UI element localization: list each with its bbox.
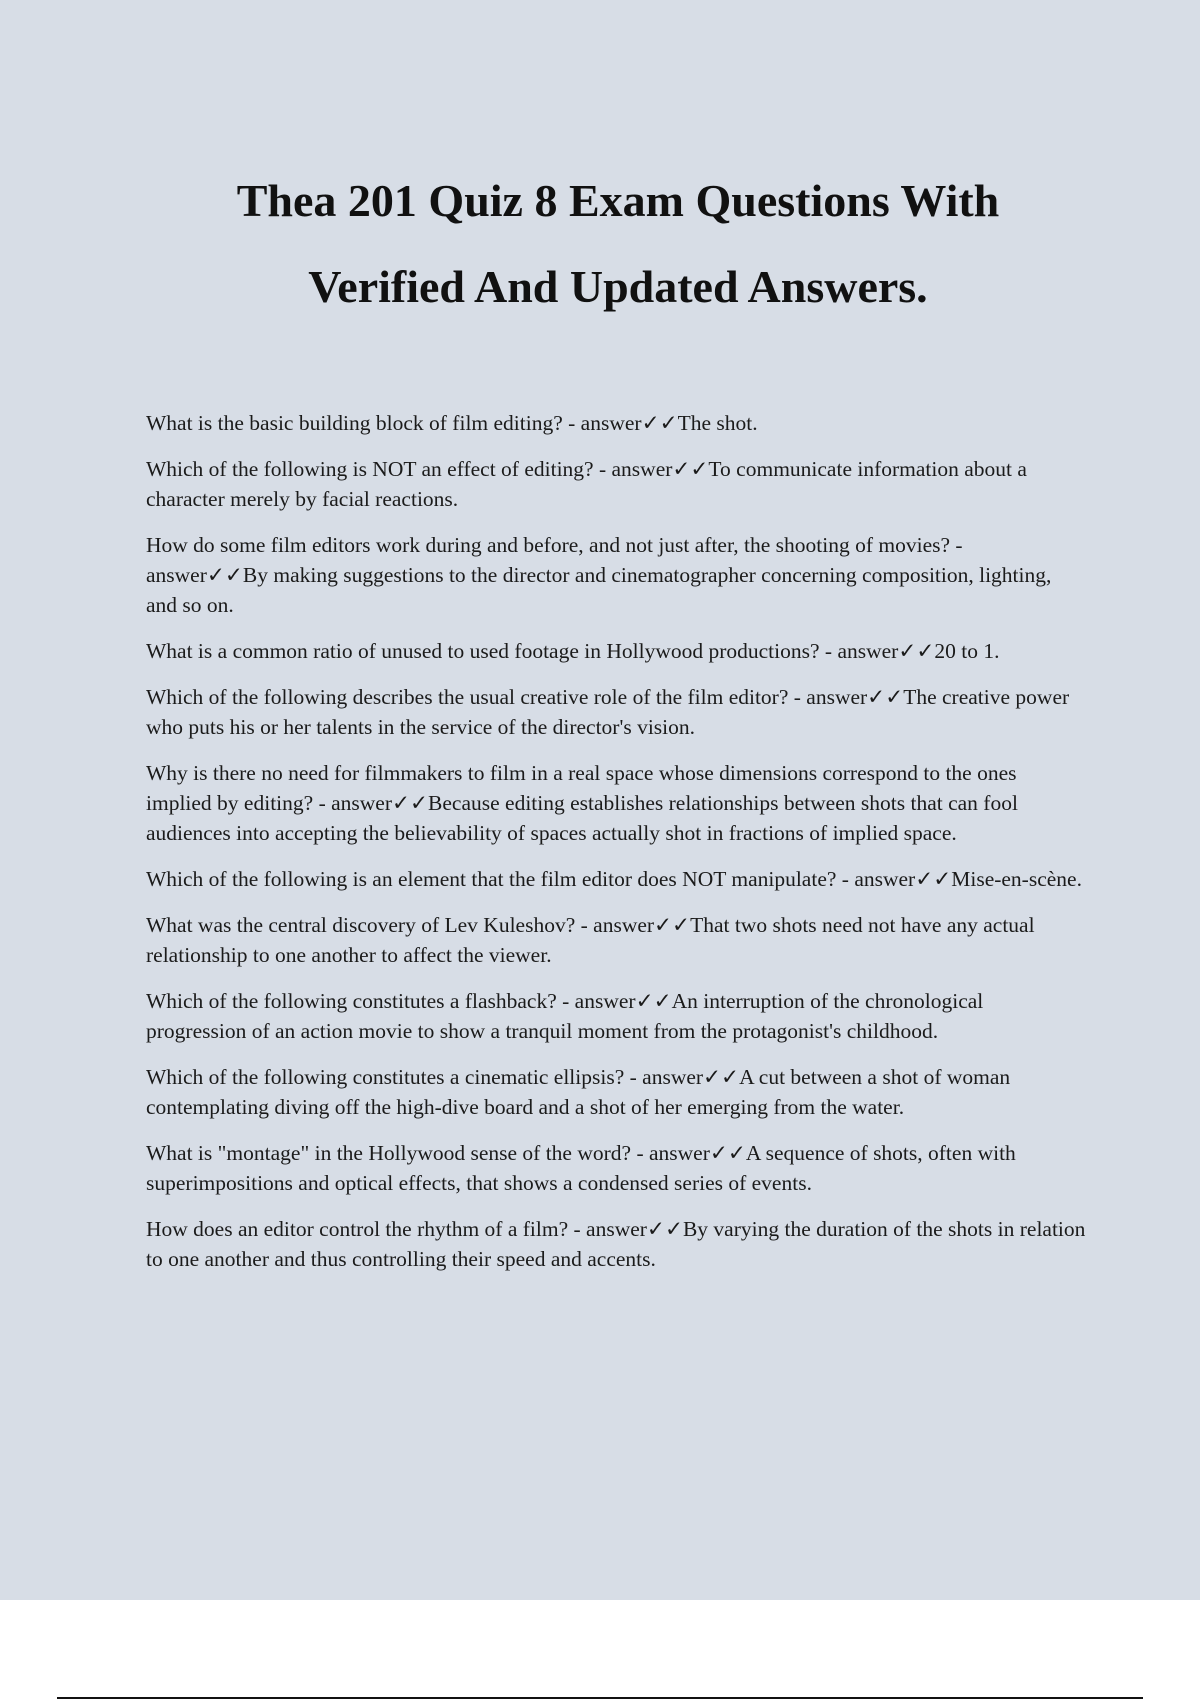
qa-item: How do some film editors work during and before, and not just after, the shooting of movies? - answer✓✓By making suggestions to the director and cinematographer concerning composition, lighting, and so on. — [146, 533, 1052, 617]
qa-item: Which of the following constitutes a cinematic ellipsis? - answer✓✓A cut between a shot of woman contemplating diving off the high-dive board and a shot of her emerging from the water. — [146, 1065, 1011, 1119]
qa-item: Which of the following is an element that the film editor does NOT manipulate? - answer✓✓Mise-en-scène. — [146, 867, 1082, 891]
qa-item: Which of the following constitutes a flashback? - answer✓✓An interruption of the chronological progression of an action movie to show a tranquil moment from the protagonist's childhood. — [146, 989, 984, 1043]
qa-item: Which of the following describes the usual creative role of the film editor? - answer✓✓The creative power who puts his or her talents in the service of the director's vision. — [146, 685, 1070, 739]
qa-item: Which of the following is NOT an effect of editing? - answer✓✓To communicate information about a character merely by facial reactions. — [146, 457, 1027, 511]
qa-item: What is a common ratio of unused to used footage in Hollywood productions? - answer✓✓20 to 1. — [146, 639, 1000, 663]
qa-item: How does an editor control the rhythm of a film? - answer✓✓By varying the duration of the shots in relation to one another and thus controlling their speed and accents. — [146, 1217, 1086, 1271]
document-title — [0, 158, 1200, 330]
title-line-2: Verified And Updated Answers. — [308, 261, 928, 312]
footer-divider — [57, 1697, 1143, 1699]
qa-item: Why is there no need for filmmakers to film in a real space whose dimensions correspond to the ones implied by editing? - answer✓✓Because editing establishes relationships between shots that can fool audiences into accepting the believability of spaces actually shot in fractions of implied space. — [146, 761, 1018, 845]
question-answer-list — [146, 408, 1086, 1290]
qa-item: What is "montage" in the Hollywood sense of the word? - answer✓✓A sequence of shots, often with superimpositions and optical effects, that shows a condensed series of events. — [146, 1141, 1016, 1195]
title-line-1: Thea 201 Quiz 8 Exam Questions With — [236, 175, 1000, 226]
qa-item: What was the central discovery of Lev Kuleshov? - answer✓✓That two shots need not have any actual relationship to one another to affect the viewer. — [146, 913, 1035, 967]
qa-item: What is the basic building block of film editing? - answer✓✓The shot. — [146, 411, 758, 435]
